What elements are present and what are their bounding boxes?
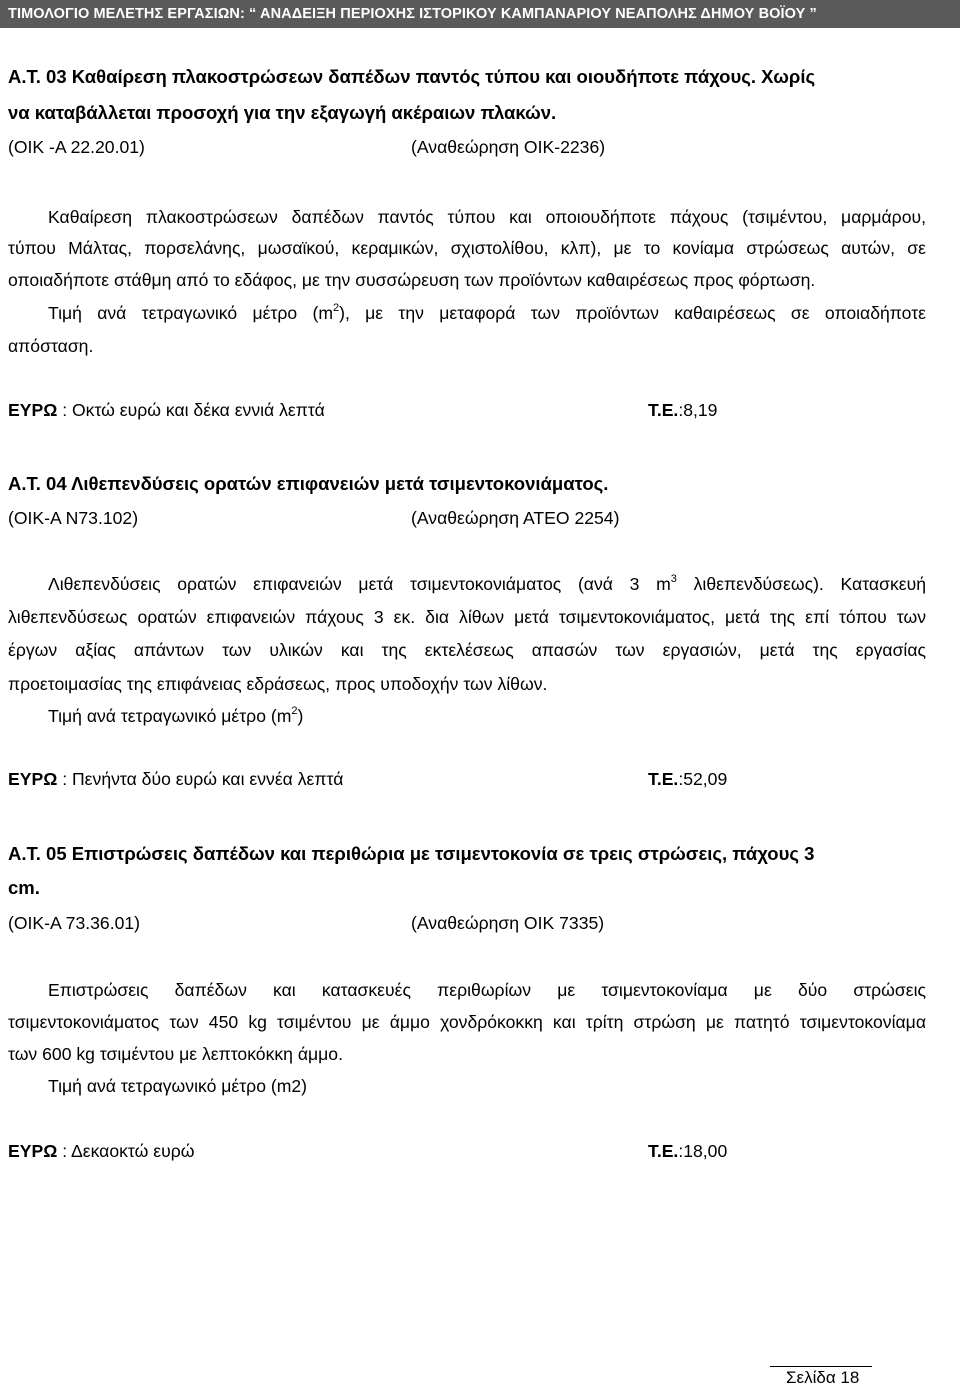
item-04-title: Α.Τ. 04 Λιθεπενδύσεις ορατών επιφανειών μετά τσιμεντοκονιάματος. <box>8 473 609 494</box>
item-05-revision: (Αναθεώρηση ΟΙΚ 7335) <box>411 913 605 933</box>
footer-rule <box>770 1366 872 1367</box>
item-04-desc-line4: προετοιμασίας της επιφάνειας εδράσεως, προς υποδοχήν των λίθων. <box>8 674 548 694</box>
page-number: Σελίδα 18 <box>786 1368 860 1387</box>
item-04-code: (ΟΙΚ-Α Ν73.102) <box>8 508 139 528</box>
item-05-price <box>8 1141 728 1162</box>
item-04-te-label: Τ.Ε. <box>648 769 679 789</box>
item-03-price <box>8 400 718 421</box>
item-03-te-value: :8,19 <box>678 400 718 420</box>
item-05-te <box>648 1141 727 1162</box>
item-04-desc-line2: λιθεπενδύσεως ορατών επιφανειών πάχους 3 εκ. δια λίθων μετά τσιμεντοκονιάματος, μετά της επί τόπου των <box>8 607 926 627</box>
item-05-te-label: Τ.Ε. <box>648 1141 679 1161</box>
item-05-code: (ΟΙΚ-Α 73.36.01) <box>8 913 141 933</box>
item-03-revision: (Αναθεώρηση ΟΙΚ-2236) <box>411 137 606 157</box>
item-04-desc-line3: έργων αξίας απάντων των υλικών και της εκτελέσεως απασών των εργασιών, μετά της εργασίας <box>8 640 926 660</box>
item-05-unit: Τιμή ανά τετραγωνικό μέτρο (m2) <box>48 1076 308 1096</box>
item-03-title-line1: Α.Τ. 03 Καθαίρεση πλακοστρώσεων δαπέδων παντός τύπου και οιουδήποτε πάχους. Χωρίς <box>8 66 816 87</box>
item-03-te-label: Τ.Ε. <box>648 400 679 420</box>
item-05-te-value: :18,00 <box>678 1141 728 1161</box>
item-03-unit-line2: απόσταση. <box>8 336 94 356</box>
item-03-unit-text2: ), με την μεταφορά των προϊόντων καθαιρέσεως σε οποιαδήποτε <box>339 303 926 323</box>
item-04-price-label: ΕΥΡΩ <box>8 769 58 789</box>
item-03-desc-line1: Καθαίρεση πλακοστρώσεων δαπέδων παντός τύπου και οποιουδήποτε πάχους (τσιμέντου, μαρμάρου, <box>48 207 926 227</box>
item-05-title-line2: cm. <box>8 877 40 898</box>
item-05-codes <box>8 913 605 934</box>
item-05-price-words: : Δεκαοκτώ ευρώ <box>57 1141 195 1161</box>
item-04-revision: (Αναθεώρηση ΑΤΕΟ 2254) <box>411 508 620 528</box>
item-05-desc-line1: Επιστρώσεις δαπέδων και κατασκευές περιθωρίων με τσιμεντοκονίαμα με δύο στρώσεις <box>48 980 926 1000</box>
item-04-unit-text2: ) <box>297 706 304 726</box>
item-04-te-value: :52,09 <box>678 769 728 789</box>
item-03-price-words: : Οκτώ ευρώ και δέκα εννιά λεπτά <box>57 400 325 420</box>
item-03-codes <box>8 137 606 158</box>
item-05-desc-line2: τσιμεντοκονιάματος των 450 kg τσιμέντου με άμμο χονδρόκοκκη και τρίτη στρώση με πατητό τσιμεντοκονίαμα <box>8 1012 926 1032</box>
item-04-price <box>8 769 728 790</box>
item-03-te <box>648 400 717 421</box>
item-04-desc-text: Λιθεπενδύσεις ορατών επιφανειών μετά τσιμεντοκονιάματος (ανά 3 m <box>48 574 671 594</box>
item-04-price-words: : Πενήντα δύο ευρώ και εννέα λεπτά <box>57 769 344 789</box>
item-03-desc-line3: οποιαδήποτε στάθμη από το εδάφος, με την συσσώρευση των προϊόντων καθαιρέσεως προς φόρτωση. <box>8 270 816 290</box>
item-04-unit <box>8 706 303 727</box>
item-04-unit-text: Τιμή ανά τετραγωνικό μέτρο (m <box>48 706 292 726</box>
running-header: ΤΙΜΟΛΟΓΙΟ ΜΕΛΕΤΗΣ ΕΡΓΑΣΙΩΝ: “ ΑΝΑΔΕΙΞΗ ΠΕΡΙΟΧΗΣ ΙΣΤΟΡΙΚΟΥ ΚΑΜΠΑΝΑΡΙΟΥ ΝΕΑΠΟΛΗΣ ΔΗΜΟΥ ΒΟΪΟΥ ” <box>0 0 960 28</box>
item-04-desc-text2: λιθεπενδύσεως). Κατασκευή <box>676 574 926 594</box>
item-04-desc-sup: 3 <box>670 573 677 585</box>
item-04-te <box>648 769 727 790</box>
item-04-codes <box>8 508 620 529</box>
item-03-unit-sup: 2 <box>333 302 340 314</box>
item-03-unit-line1 <box>8 303 926 324</box>
item-03-code: (ΟΙΚ -Α 22.20.01) <box>8 137 145 157</box>
item-05-desc-line3: των 600 kg τσιμέντου με λεπτοκόκκη άμμο. <box>8 1044 343 1064</box>
item-03-title-line2: να καταβάλλεται προσοχή για την εξαγωγή ακέραιων πλακών. <box>8 102 557 123</box>
item-03-desc-line2: τύπου Μάλτας, πορσελάνης, μωσαϊκού, κεραμικών, σχιστολίθου, κλπ), με το κονίαμα στρώσεως αυτών, σε <box>8 238 926 258</box>
item-03-price-label: ΕΥΡΩ <box>8 400 58 420</box>
item-04-unit-sup: 2 <box>291 705 298 717</box>
item-05-title-line1: Α.Τ. 05 Επιστρώσεις δαπέδων και περιθώρια με τσιμεντοκονία σε τρεις στρώσεις, πάχους 3 <box>8 843 815 864</box>
item-03-unit-text: Τιμή ανά τετραγωνικό μέτρο (m <box>48 303 333 323</box>
item-04-desc-line1 <box>8 574 926 595</box>
item-05-price-label: ΕΥΡΩ <box>8 1141 58 1161</box>
